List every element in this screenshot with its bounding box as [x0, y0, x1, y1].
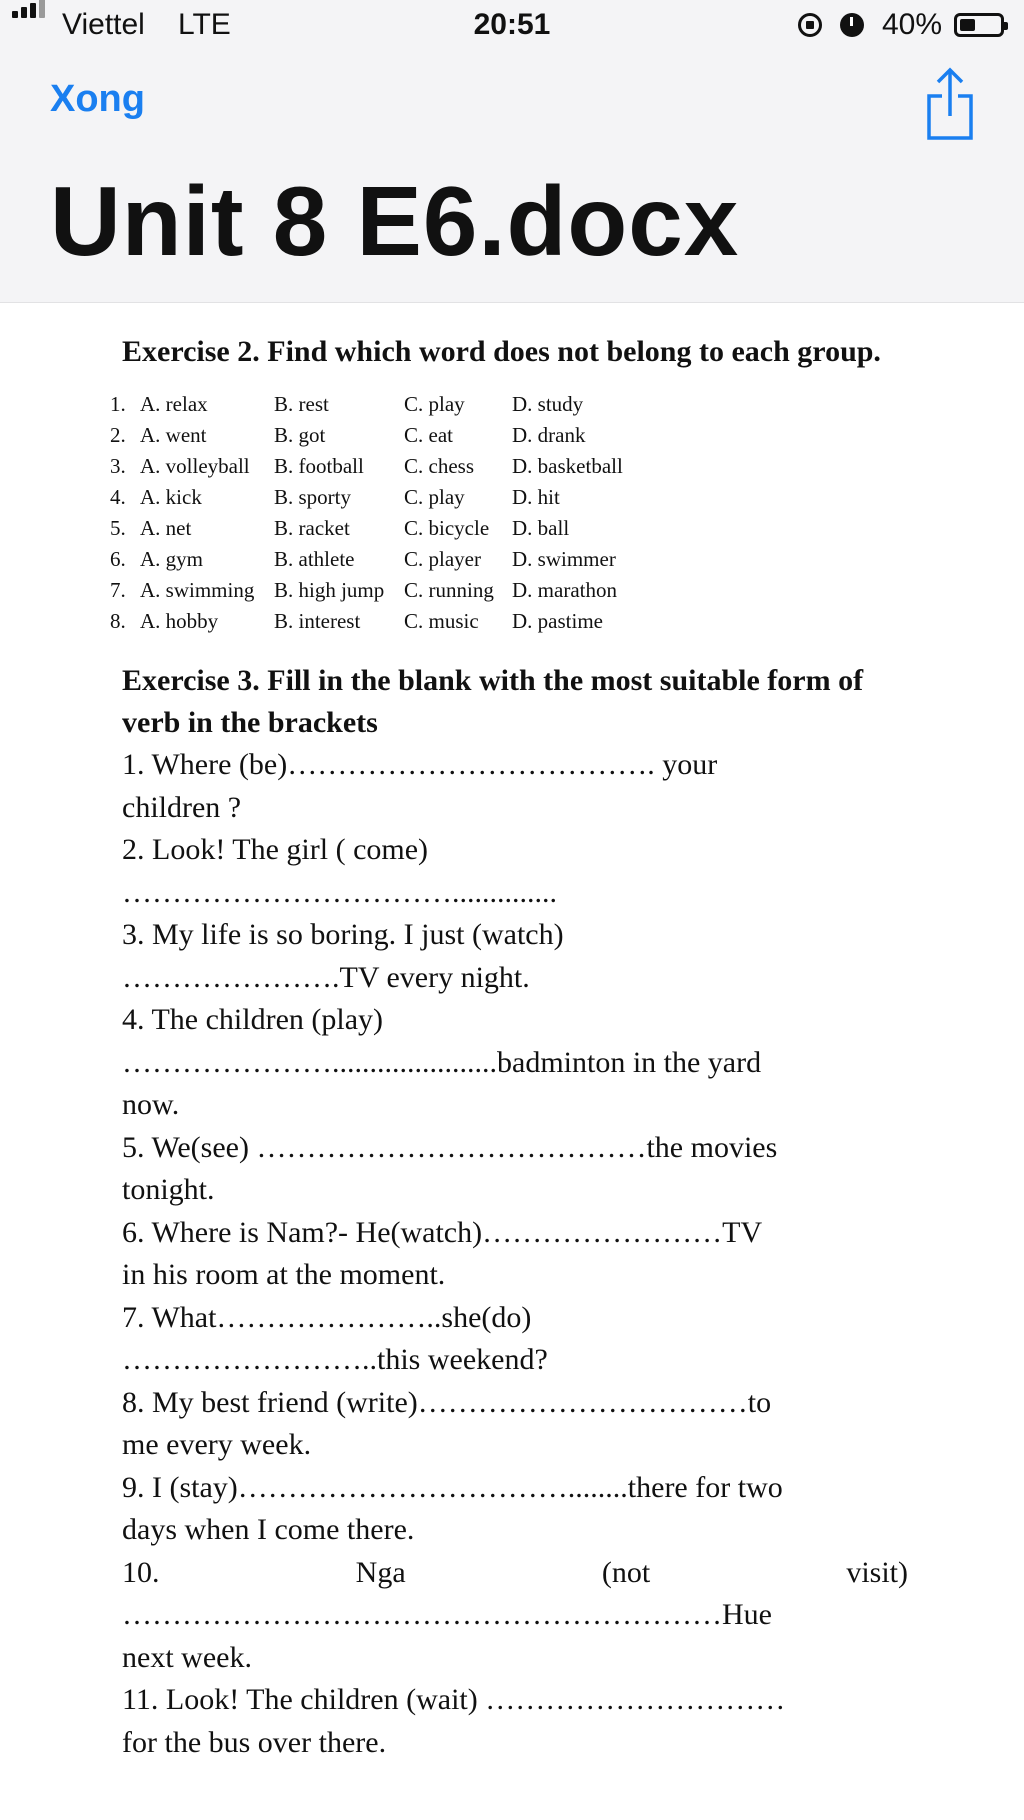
alarm-icon: [840, 13, 864, 37]
exercise-2-item: [110, 547, 623, 578]
navigation-header: [0, 0, 1024, 303]
question-4: 4. The children (play) …………………......................badminton in the yard now.: [122, 1003, 762, 1121]
option-b: B. high jump: [274, 578, 385, 602]
option-d: D. swimmer: [512, 547, 616, 571]
option-a: A. relax: [140, 392, 208, 416]
option-n: 3.: [110, 454, 126, 478]
status-bar: [0, 0, 1024, 52]
question-3: 3. My life is so boring. I just (watch) ………………….TV every night.: [122, 918, 564, 994]
option-a: A. net: [140, 516, 192, 540]
option-n: 2.: [110, 423, 126, 447]
battery-percentage: 40%: [881, 8, 942, 41]
option-n: 4.: [110, 485, 126, 509]
option-n: 7.: [110, 578, 126, 602]
rotation-lock-icon: [798, 13, 822, 37]
option-c: C. play: [404, 485, 465, 509]
network-type: LTE: [178, 8, 231, 41]
option-d: D. study: [512, 392, 584, 416]
option-a: A. gym: [140, 547, 203, 571]
option-d: D. basketball: [512, 454, 623, 478]
option-d: D. hit: [512, 485, 560, 509]
option-c: C. player: [404, 547, 481, 571]
share-icon[interactable]: [925, 66, 975, 142]
question-11: 11. Look! The children (wait) ………………………… for the bus over there.: [122, 1683, 786, 1759]
exercise-2-list: [110, 392, 623, 640]
option-b: B. football: [274, 454, 364, 478]
option-b: B. got: [274, 423, 326, 447]
exercise-2-item: [110, 516, 623, 547]
question-7: 7. What…………………..she(do) ……………………..this weekend?: [122, 1300, 548, 1376]
option-c: C. chess: [404, 454, 474, 478]
option-c: C. music: [404, 609, 479, 633]
option-b: B. racket: [274, 516, 350, 540]
exercise-2-item: [110, 609, 623, 640]
exercise-2-item: [110, 423, 623, 454]
exercise-3-heading: Exercise 3. Fill in the blank with the most suitable form of verb in the brackets: [122, 664, 864, 739]
question-8: 8. My best friend (write)……………………………to me every week.: [122, 1385, 772, 1461]
exercise-2-item: [110, 392, 623, 423]
option-d: D. pastime: [512, 609, 603, 633]
question-1: 1. Where (be)………………………………. your children ?: [122, 748, 718, 824]
option-n: 1.: [110, 392, 126, 416]
option-c: C. eat: [404, 423, 453, 447]
battery-icon: [954, 13, 1004, 37]
question-6: 6. Where is Nam?- He(watch)……………………TV in his room at the moment.: [122, 1215, 763, 1291]
exercise-2-heading: Exercise 2. Find which word does not belong to each group.: [122, 335, 881, 368]
option-b: B. rest: [274, 392, 329, 416]
carrier-name: Viettel: [62, 8, 145, 41]
question-2: 2. Look! The girl ( come) ……………………………..............: [122, 833, 557, 909]
exercise-2-item: [110, 578, 623, 609]
option-a: A. swimming: [140, 578, 255, 602]
option-d: D. ball: [512, 516, 570, 540]
question-9: 9. I (stay)……………………………........there for two days when I come there.: [122, 1470, 783, 1546]
document-title: Unit 8 E6.docx: [50, 166, 740, 276]
question-5: 5. We(see) …………………………………the movies tonight.: [122, 1130, 778, 1206]
option-b: B. sporty: [274, 485, 352, 509]
exercise-2-item: [110, 485, 623, 516]
done-button[interactable]: Xong: [50, 78, 145, 120]
question-10: 10. Nga (not visit) ……………………………………………………Hue next week.: [122, 1555, 908, 1674]
option-n: 6.: [110, 547, 126, 571]
option-a: A. volleyball: [140, 454, 250, 478]
option-c: C. bicycle: [404, 516, 490, 540]
option-c: C. running: [404, 578, 494, 602]
option-d: D. marathon: [512, 578, 617, 602]
option-b: B. athlete: [274, 547, 355, 571]
option-a: A. hobby: [140, 609, 219, 633]
document-body: [110, 330, 908, 1764]
exercise-2-item: [110, 454, 623, 485]
option-n: 5.: [110, 516, 126, 540]
option-a: A. went: [140, 423, 207, 447]
option-d: D. drank: [512, 423, 586, 447]
option-n: 8.: [110, 609, 126, 633]
option-c: C. play: [404, 392, 465, 416]
clock: 20:51: [473, 8, 551, 41]
exercise-3: [122, 660, 908, 1764]
option-a: A. kick: [140, 485, 202, 509]
option-b: B. interest: [274, 609, 361, 633]
